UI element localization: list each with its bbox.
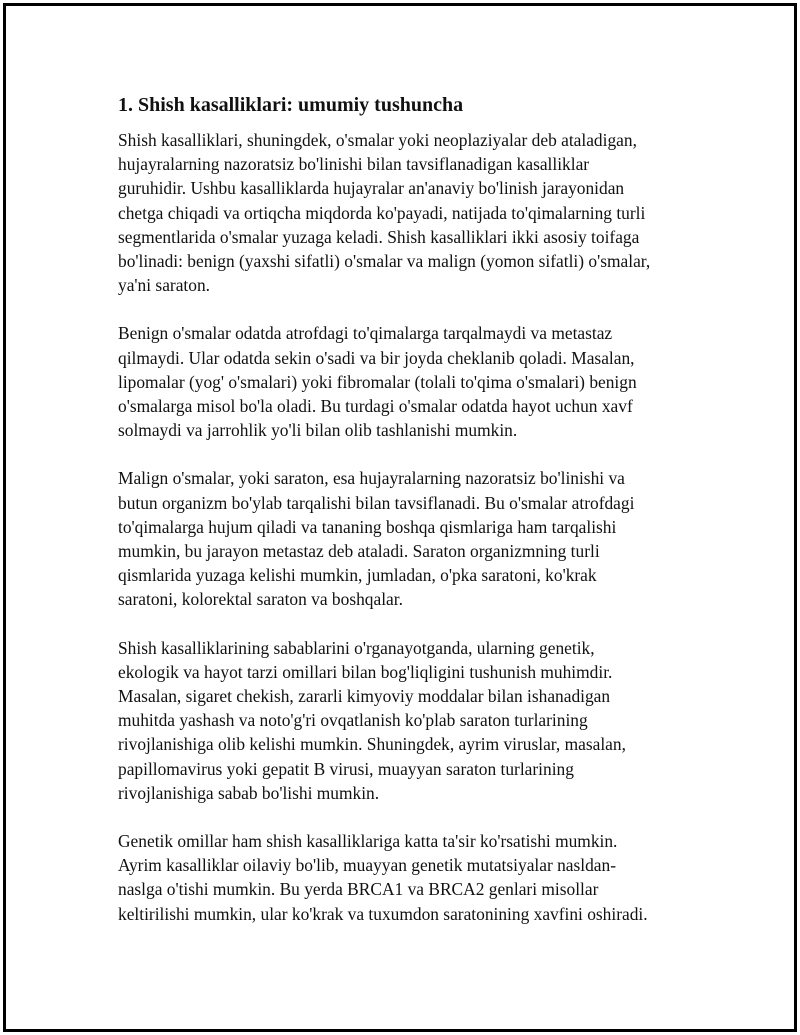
text-line: ya'ni saraton. xyxy=(118,275,210,296)
text-line: solmaydi va jarrohlik yo'li bilan olib tashlanishi mumkin. xyxy=(118,420,518,441)
text-line: qismlarida yuzaga kelishi mumkin, jumladan, o'pka saratoni, ko'krak xyxy=(118,565,597,586)
text-line: keltirilishi mumkin, ular ko'krak va tuxumdon saratonining xavfini oshiradi. xyxy=(118,903,648,924)
paragraph-causes xyxy=(118,636,698,805)
text-line: rivojlanishiga sabab bo'lishi mumkin. xyxy=(118,782,380,803)
text-line: papillomavirus yoki gepatit B virusi, muayyan saraton turlarining xyxy=(118,758,574,779)
section-title: 1. Shish kasalliklari: umumiy tushuncha xyxy=(118,94,464,116)
text-line: Shish kasalliklari, shuningdek, o'smalar yoki neoplaziyalar deb ataladigan, xyxy=(118,130,637,150)
text-line: rivojlanishiga olib kelishi mumkin. Shuningdek, ayrim viruslar, masalan, xyxy=(118,734,626,755)
text-line: butun organizm bo'ylab tarqalishi bilan tavsiflanadi. Bu o'smalar atrofdagi xyxy=(118,492,635,513)
text-line: o'smalarga misol bo'la oladi. Bu turdagi o'smalar odatda hayot uchun xavf xyxy=(118,396,633,417)
paragraph-genetic xyxy=(118,829,698,926)
text-line: chetga chiqadi va ortiqcha miqdorda ko'payadi, natijada to'qimalarning turli xyxy=(118,202,646,223)
text-line: Masalan, sigaret chekish, zararli kimyoviy moddalar bilan ishanadigan xyxy=(118,686,611,707)
paragraph-intro xyxy=(118,128,698,297)
text-line: lipomalar (yog' o'smalari) yoki fibromalar (tolali to'qima o'smalari) benign xyxy=(118,371,637,392)
document-body xyxy=(118,92,698,950)
text-line: Benign o'smalar odatda atrofdagi to'qimalarga tarqalmaydi va metastaz xyxy=(118,323,613,344)
text-line: to'qimalarga hujum qiladi va tananing boshqa qismlariga ham tarqalishi xyxy=(118,516,617,537)
text-line: Ayrim kasalliklar oilaviy bo'lib, muayyan genetik mutatsiyalar nasldan- xyxy=(118,855,617,876)
paragraph-malign xyxy=(118,466,698,611)
text-line: segmentlarida o'smalar yuzaga keladi. Shish kasalliklari ikki asosiy toifaga xyxy=(118,226,640,247)
text-line: guruhidir. Ushbu kasalliklarda hujayralar an'anaviy bo'linish jarayonidan xyxy=(118,178,625,199)
text-line: naslga o'tishi mumkin. Bu yerda BRCA1 va BRCA2 genlari misollar xyxy=(118,879,599,900)
text-line: ekologik va hayot tarzi omillari bilan bog'liqligini tushunish muhimdir. xyxy=(118,661,613,682)
text-line: qilmaydi. Ular odatda sekin o'sadi va bir joyda cheklanib qoladi. Masalan, xyxy=(118,347,635,368)
text-line: bo'linadi: benign (yaxshi sifatli) o'smalar va malign (yomon sifatli) o'smalar, xyxy=(118,251,651,272)
text-line: Genetik omillar ham shish kasalliklariga katta ta'sir ko'rsatishi mumkin. xyxy=(118,831,618,852)
text-line: saratoni, kolorektal saraton va boshqalar. xyxy=(118,589,403,610)
text-line: Malign o'smalar, yoki saraton, esa hujayralarning nazoratsiz bo'linishi va xyxy=(118,468,625,489)
text-line: mumkin, bu jarayon metastaz deb ataladi. Saraton organizmning turli xyxy=(118,541,600,562)
paragraph-benign xyxy=(118,321,698,442)
text-line: Shish kasalliklarining sabablarini o'rganayotganda, ularning genetik, xyxy=(118,637,595,658)
text-line: muhitda yashash va noto'g'ri ovqatlanish ko'plab saraton turlarining xyxy=(118,710,588,731)
text-line: hujayralarning nazoratsiz bo'linishi bilan tavsiflanadigan kasalliklar xyxy=(118,154,590,175)
